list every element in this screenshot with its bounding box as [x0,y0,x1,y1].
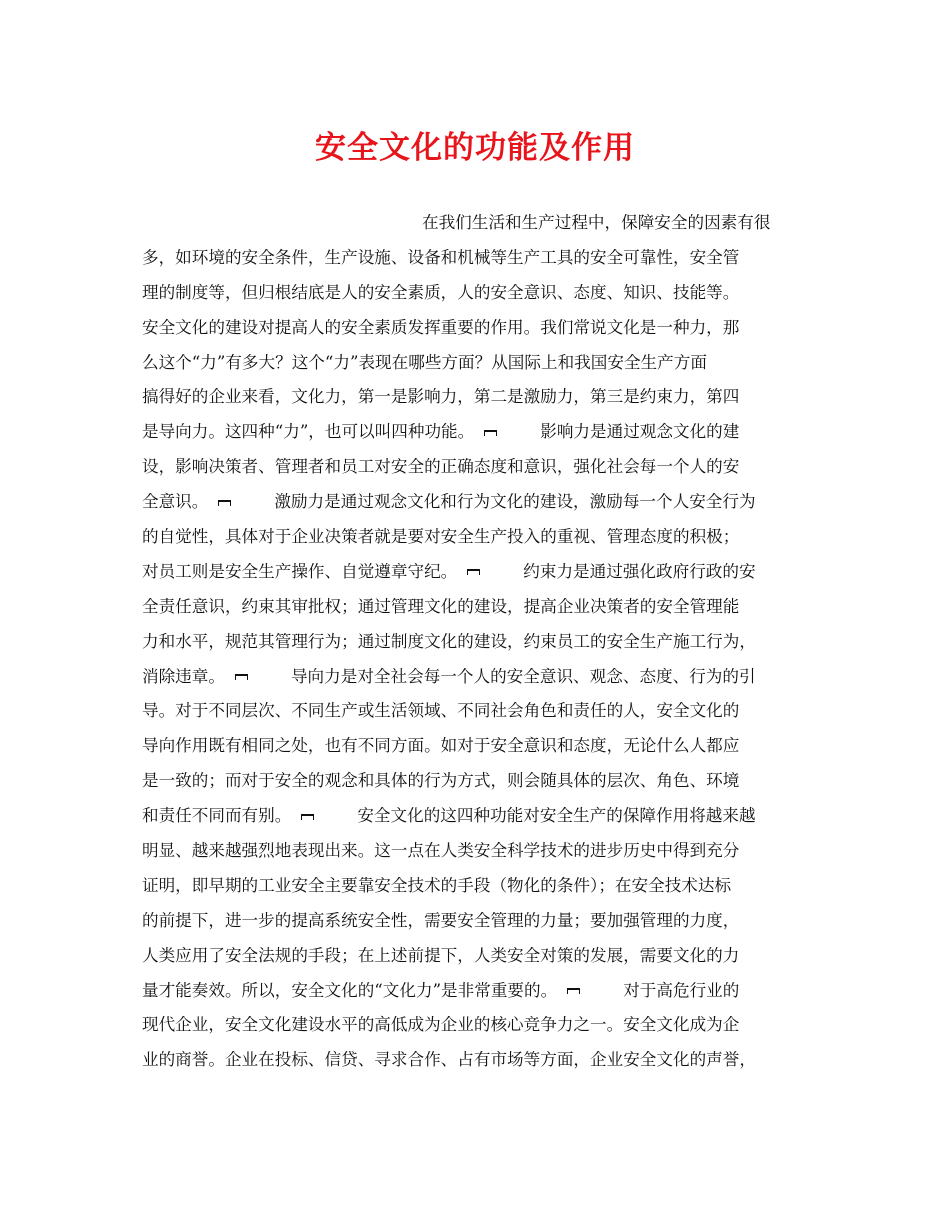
text-segment: 明显、越来越强烈地表现出来。这一点在人类安全科学技术的进步历史中得到充分 [142,841,740,861]
text-segment: 证明，即早期的工业安全主要靠安全技术的手段（物化的条件）；在安全技术达标 [142,875,732,895]
paragraph-break-icon [465,567,483,577]
text-line [142,206,822,241]
text-line [142,241,822,276]
text-segment: 影响力是通过观念文化的建 [540,422,740,442]
text-segment: 激励力是通过观念文化和行为文化的建设，激励每一个人安全行为 [274,492,756,512]
text-segment: 全责任意识，约束其审批权；通过管理文化的建设，提高企业决策者的安全管理能 [142,596,740,616]
text-line [142,625,822,660]
document-body [142,206,822,1078]
text-segment: 力和水平，规范其管理行为；通过制度文化的建设，约束员工的安全生产施工行为， [142,631,756,651]
text-segment: 导向作用既有相同之处，也有不同方面。如对于安全意识和态度，无论什么人都应 [142,736,740,756]
paragraph-break-icon [482,428,500,438]
text-segment: 人类应用了安全法规的手段；在上述前提下，人类安全对策的发展，需要文化的力 [142,945,740,965]
text-segment: 的自觉性，具体对于企业决策者就是要对安全生产投入的重视、管理态度的积极； [142,527,740,547]
text-line [142,485,822,520]
text-segment: 导。对于不同层次、不同生产或生活领域、不同社会角色和责任的人，安全文化的 [142,701,740,721]
text-line [142,974,822,1009]
text-line [142,590,822,625]
text-line [142,1008,822,1043]
text-segment: 多，如环境的安全条件，生产设施、设备和机械等生产工具的安全可靠性，安全管 [142,247,740,267]
text-segment: 设，影响决策者、管理者和员工对安全的正确态度和意识，强化社会每一个人的安 [142,457,740,477]
text-line [142,729,822,764]
text-segment: 约束力是通过强化政府行政的安 [523,561,756,581]
text-line [142,764,822,799]
text-segment: 消除违章。 [142,666,225,686]
paragraph-break-icon [233,672,251,682]
text-segment: 导向力是对全社会每一个人的安全意识、观念、态度、行为的引 [290,666,756,686]
text-segment: 在我们生活和生产过程中，保障安全的因素有很 [422,213,771,232]
text-line [142,799,822,834]
text-line [142,834,822,869]
text-segment: 和责任不同而有别。 [142,806,292,826]
text-line [142,904,822,939]
text-line [142,450,822,485]
text-line [142,939,822,974]
text-line [142,346,822,381]
text-segment: 业的商誉。企业在投标、信贷、寻求合作、占有市场等方面，企业安全文化的声誉， [142,1050,756,1070]
text-line [142,555,822,590]
document-title: 安全文化的功能及作用 [315,130,635,166]
text-segment: 现代企业，安全文化建设水平的高低成为企业的核心竞争力之一。安全文化成为企 [142,1015,740,1035]
text-segment: 是一致的；而对于安全的观念和具体的行为方式，则会随具体的层次、角色、环境 [142,771,740,791]
text-line [142,415,822,450]
text-line [142,276,822,311]
text-segment: 对于高危行业的 [623,980,740,1000]
text-segment: 么这个“力”有多大？这个“力”表现在哪些方面？从国际上和我国安全生产方面 [142,352,707,372]
text-segment: 安全文化的建设对提高人的安全素质发挥重要的作用。我们常说文化是一种力，那 [142,317,740,337]
text-segment: 量才能奏效。所以，安全文化的“文化力”是非常重要的。 [142,980,558,1000]
text-segment: 理的制度等，但归根结底是人的安全素质，人的安全意识、态度、知识、技能等。 [142,282,740,302]
text-segment: 安全文化的这四种功能对安全生产的保障作用将越来越 [357,806,756,826]
text-line [142,1043,822,1078]
paragraph-break-icon [216,498,234,508]
text-segment: 全意识。 [142,492,209,512]
text-line [142,660,822,695]
text-segment: 搞得好的企业来看，文化力，第一是影响力，第二是激励力，第三是约束力，第四 [142,387,740,407]
paragraph-break-icon [565,986,583,996]
text-line [142,694,822,729]
text-segment: 的前提下，进一步的提高系统安全性，需要安全管理的力量；要加强管理的力度， [142,910,740,930]
paragraph-break-icon [299,812,317,822]
text-line [142,520,822,555]
text-line [142,311,822,346]
text-segment: 是导向力。这四种“力”，也可以叫四种功能。 [142,422,475,442]
text-line [142,869,822,904]
text-line [142,380,822,415]
text-segment: 对员工则是安全生产操作、自觉遵章守纪。 [142,561,458,581]
